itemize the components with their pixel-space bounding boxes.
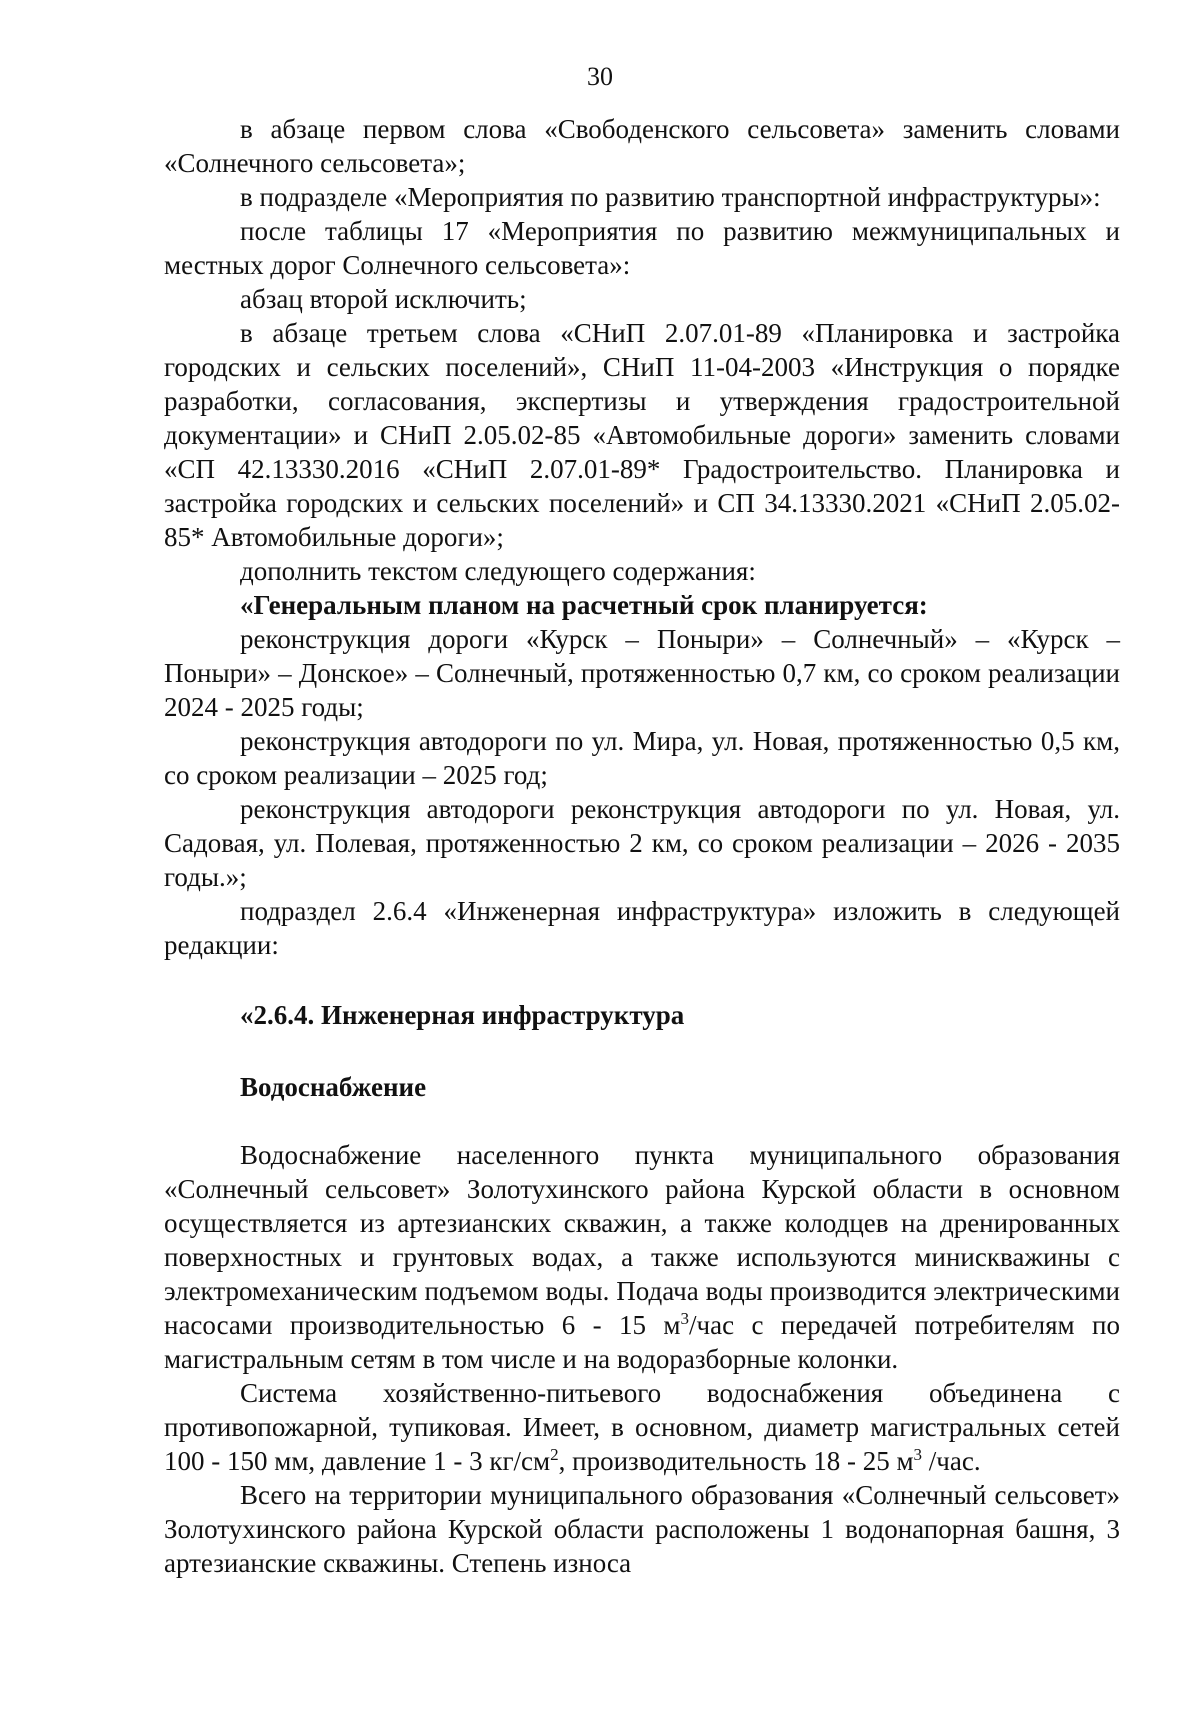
spacer (164, 962, 1120, 998)
paragraph-text: , производительность 18 - 25 м (558, 1446, 914, 1476)
paragraph: в абзаце третьем слова «СНиП 2.07.01-89 «Планировка и застройка городских и сельских поселений», СНиП 11-04-2003 «Инструкция о порядке разработки, согласования, экспертизы и утверждения градостроительной документации» и СНиП 2.05.02-85 «Автомобильные дороги» заменить словами «СП 42.13330.2016 «СНиП 2.07.01-89* Градостроительство. Планировка и застройка городских и сельских поселений» и СП 34.13330.2021 «СНиП 2.05.02-85* Автомобильные дороги»; (164, 318, 1120, 552)
paragraph-text: /час. (922, 1446, 981, 1476)
spacer (164, 1032, 1120, 1070)
paragraph-water-supply (164, 1138, 1120, 1376)
paragraph-water-system (164, 1376, 1120, 1478)
superscript: 3 (680, 1309, 690, 1328)
document-body (164, 112, 1120, 1580)
superscript: 2 (550, 1445, 559, 1464)
paragraph: реконструкция автодороги по ул. Мира, ул. Новая, протяженностью 0,5 км, со сроком реализации – 2025 год; (164, 726, 1120, 790)
superscript: 3 (913, 1445, 923, 1464)
paragraph: в абзаце первом слова «Свободенского сельсовета» заменить словами «Солнечного сельсовета»; (164, 114, 1120, 178)
page-number: 30 (587, 62, 613, 91)
paragraph: подраздел 2.6.4 «Инженерная инфраструктура» изложить в следующей редакции: (164, 896, 1120, 960)
spacer (164, 1104, 1120, 1138)
paragraph: абзац второй исключить; (240, 284, 527, 314)
paragraph-water-facilities: Всего на территории муниципального образования «Солнечный сельсовет» Золотухинского района Курской области расположены 1 водонапорная башня, 3 артезианские скважины. Степень износа (164, 1480, 1120, 1578)
paragraph-text: /час с передачей потребителям по магистральным сетям в том числе и на водоразборные колонки. (164, 1310, 1120, 1374)
paragraph: дополнить текстом следующего содержания: (240, 556, 756, 586)
paragraph: реконструкция автодороги реконструкция автодороги по ул. Новая, ул. Садовая, ул. Полевая, протяженностью 2 км, со сроком реализации – 2026 - 2035 годы.»; (164, 794, 1120, 892)
paragraph: в подразделе «Мероприятия по развитию транспортной инфраструктуры»: (240, 182, 1101, 212)
paragraph-bold: «Генеральным планом на расчетный срок планируется: (240, 590, 928, 620)
paragraph-text: Водоснабжение населенного пункта муниципального образования «Солнечный сельсовет» Золотухинского района Курской области в основном осуществляется из артезианских скважин, а также колодцев на дренированных поверхностных и грунтовых водах, а также используются минискважины с электромеханическим подъемом воды. Подача воды производится электрическими насосами производительностью 6 - 15 м (164, 1140, 1120, 1340)
paragraph-text: Система хозяйственно-питьевого водоснабжения объединена с противопожарной, тупиковая. Имеет, в основном, диаметр магистральных сетей 100 - 150 мм, давление 1 - 3 кг/см (164, 1378, 1120, 1476)
paragraph: реконструкция дороги «Курск – Поныри» – Солнечный» – «Курск – Поныри» – Донское» – Солнечный, протяженностью 0,7 км, со сроком реализации 2024 - 2025 годы; (164, 624, 1120, 722)
paragraph: после таблицы 17 «Мероприятия по развитию межмуниципальных и местных дорог Солнечного сельсовета»: (164, 216, 1120, 280)
subsection-heading: Водоснабжение (240, 1072, 427, 1102)
section-heading: «2.6.4. Инженерная инфраструктура (240, 1000, 685, 1030)
